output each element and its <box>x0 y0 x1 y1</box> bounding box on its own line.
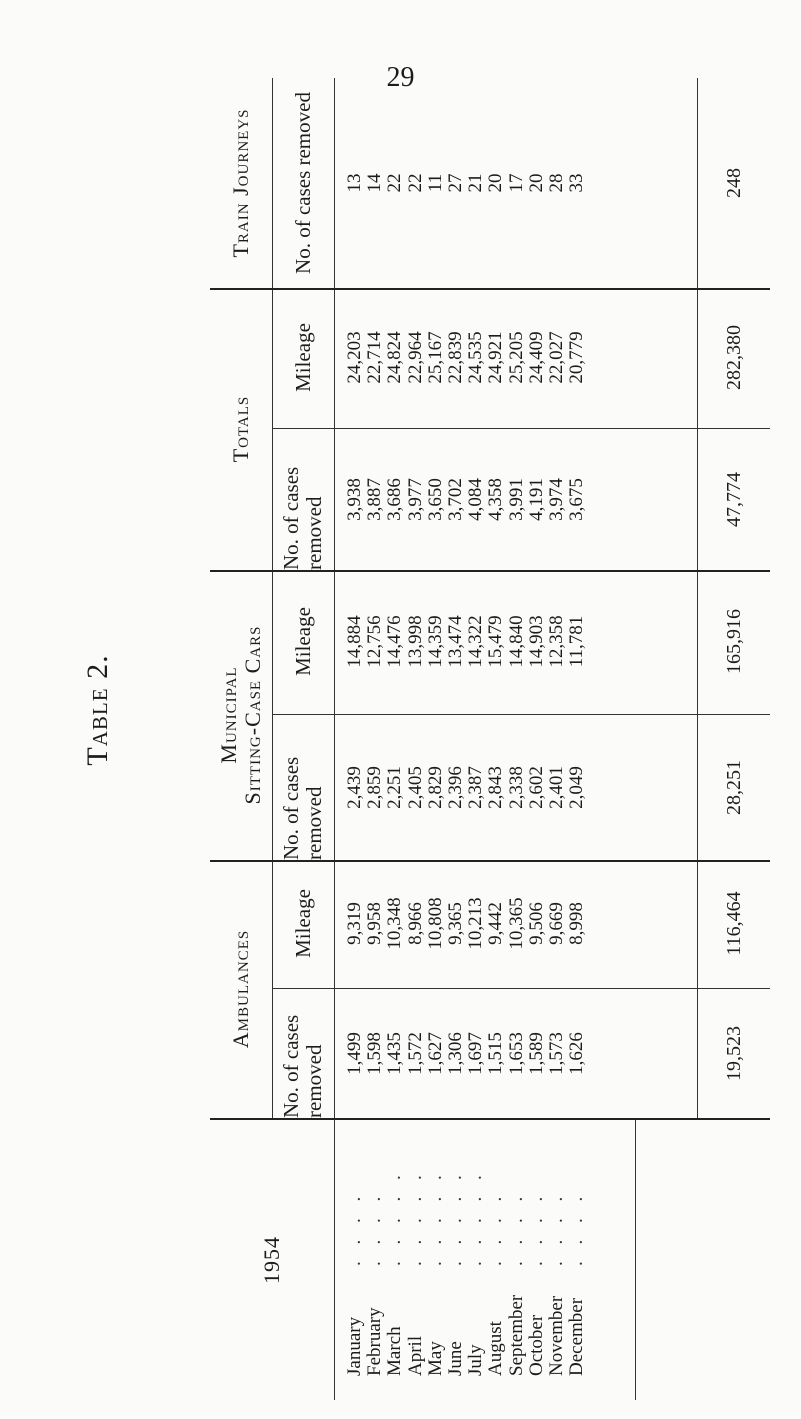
table-cell: 24,535 <box>465 331 487 384</box>
table-cell: 2,405 <box>404 766 426 809</box>
ambulances-cases-column <box>272 989 770 1118</box>
table-cell: 14,476 <box>384 615 406 668</box>
table-cell: 22 <box>404 173 426 193</box>
leader-dots: . . . . <box>344 1190 365 1266</box>
table-cell: 1,306 <box>444 1032 466 1075</box>
table-cell: 2,396 <box>444 766 466 809</box>
table-cell: 3,991 <box>505 478 527 521</box>
table-cell: 9,442 <box>485 902 507 945</box>
month-row <box>567 1120 587 1400</box>
table-cell: 2,602 <box>525 766 547 809</box>
table-cell: 4,084 <box>465 478 487 521</box>
page-number: 29 <box>386 62 415 93</box>
months-section <box>210 1120 770 1400</box>
month-label: January <box>344 1316 365 1376</box>
month-row <box>446 1120 466 1400</box>
ambulances-section <box>210 860 770 1120</box>
column-header: Mileage <box>272 569 335 714</box>
table-cell: 3,675 <box>566 478 588 521</box>
table-cell: 8,998 <box>566 902 588 945</box>
month-label: November <box>545 1295 567 1376</box>
leader-dots: . . . . <box>485 1190 507 1266</box>
table-cell: 24,203 <box>344 331 365 384</box>
table-cell: 2,049 <box>566 766 588 809</box>
table-cell: 1,626 <box>566 1032 588 1075</box>
leader-dots: . . . . . <box>404 1169 426 1266</box>
month-row <box>345 1120 365 1400</box>
table-cell: 9,319 <box>344 902 365 945</box>
column-total: 47,774 <box>697 429 771 570</box>
table-cell: 2,251 <box>384 766 406 809</box>
column-total: 116,464 <box>697 859 771 988</box>
table-cell: 22,027 <box>545 331 567 384</box>
table-cell: 8,966 <box>404 902 426 945</box>
month-row <box>426 1120 446 1400</box>
section-title <box>210 570 273 860</box>
value-list <box>345 569 587 714</box>
section-title <box>210 78 273 288</box>
section-title-line: Ambulances <box>228 929 253 1049</box>
table-cell: 11 <box>424 173 446 193</box>
month-label: May <box>424 1341 446 1376</box>
table-cell: 4,191 <box>525 478 547 521</box>
table-cell: 33 <box>566 173 588 193</box>
table-cell: 2,439 <box>344 766 365 809</box>
table-cell: 9,958 <box>364 902 386 945</box>
table-cell: 3,702 <box>444 478 466 521</box>
train-journeys-section <box>210 78 770 290</box>
table-cell: 1,653 <box>505 1032 527 1075</box>
table-cell: 1,435 <box>384 1032 406 1075</box>
leader-dots: . . . . . <box>444 1169 466 1266</box>
column-header: No. of cases removed <box>272 989 335 1118</box>
month-label: April <box>404 1335 426 1376</box>
table-cell: 24,921 <box>485 331 507 384</box>
table-cell: 1,499 <box>344 1032 365 1075</box>
column-header: No. of cases removed <box>272 429 335 570</box>
table-cell: 22,964 <box>404 331 426 384</box>
table-cell: 1,627 <box>424 1032 446 1075</box>
table-cell: 11,781 <box>566 615 588 668</box>
section-title-line: Sitting-Case Cars <box>240 625 265 805</box>
table-cell: 25,167 <box>424 331 446 384</box>
month-list <box>345 1120 587 1400</box>
leader-dots: . . . . <box>505 1190 527 1266</box>
totals-section <box>210 288 770 572</box>
table-cell: 14,322 <box>465 615 487 668</box>
leader-dots: . . . . . <box>384 1169 406 1266</box>
table-cell: 14,884 <box>344 615 365 668</box>
month-row <box>406 1120 426 1400</box>
month-row <box>385 1120 405 1400</box>
month-label: February <box>364 1307 386 1376</box>
table-cell: 24,409 <box>525 331 547 384</box>
table-cell: 9,669 <box>545 902 567 945</box>
table-cell: 3,650 <box>424 478 446 521</box>
leader-dots: . . . . <box>525 1190 547 1266</box>
month-row <box>466 1120 486 1400</box>
table-cell: 2,387 <box>465 766 487 809</box>
sitting-case-mileage-column <box>272 569 770 715</box>
month-total-spacer <box>635 1120 709 1400</box>
leader-dots: . . . . <box>566 1190 588 1266</box>
table-cell: 13,474 <box>444 615 466 668</box>
table-cell: 3,686 <box>384 478 406 521</box>
table-cell: 20 <box>485 173 507 193</box>
table-cell: 28 <box>545 173 567 193</box>
table-cell: 3,977 <box>404 478 426 521</box>
column-total: 28,251 <box>697 715 771 860</box>
table-cell: 10,348 <box>384 897 406 950</box>
column-total: 282,380 <box>697 287 771 428</box>
table-cell: 22,839 <box>444 331 466 384</box>
table-cell: 25,205 <box>505 331 527 384</box>
table-cell: 12,756 <box>364 615 386 668</box>
section-title <box>210 288 273 570</box>
month-row <box>507 1120 527 1400</box>
statistics-table <box>210 80 770 1400</box>
table-cell: 22 <box>384 173 406 193</box>
table-cell: 20,779 <box>566 331 588 384</box>
section-title <box>210 860 273 1118</box>
table-cell: 22,714 <box>364 331 386 384</box>
table-cell: 1,572 <box>404 1032 426 1075</box>
month-row <box>527 1120 547 1400</box>
table-cell: 14,840 <box>505 615 527 668</box>
ambulances-mileage-column <box>272 859 770 989</box>
sitting-case-cases-column <box>272 715 770 860</box>
table-cell: 1,598 <box>364 1032 386 1075</box>
month-row <box>486 1120 506 1400</box>
table-cell: 3,938 <box>344 478 365 521</box>
leader-dots: . . . . . <box>465 1169 487 1266</box>
year-label: 1954 <box>259 1236 284 1284</box>
table-cell: 9,365 <box>444 902 466 945</box>
table-cell: 9,506 <box>525 902 547 945</box>
leader-dots: . . . . . <box>424 1169 446 1266</box>
value-list <box>345 859 587 988</box>
column-header: Mileage <box>272 287 335 428</box>
table-cell: 1,515 <box>485 1032 507 1075</box>
month-label: July <box>465 1344 487 1376</box>
column-header: Mileage <box>272 859 335 988</box>
table-cell: 4,358 <box>485 478 507 521</box>
value-list <box>345 287 587 428</box>
section-title-line: Train Journeys <box>228 108 253 258</box>
column-total: 248 <box>697 78 771 288</box>
month-label: October <box>525 1314 547 1376</box>
table-cell: 1,573 <box>545 1032 567 1075</box>
table-cell: 15,479 <box>485 615 507 668</box>
table-cell: 13,998 <box>404 615 426 668</box>
table-cell: 1,697 <box>465 1032 487 1075</box>
table-cell: 2,843 <box>485 766 507 809</box>
table-cell: 14,359 <box>424 615 446 668</box>
table-cell: 20 <box>525 173 547 193</box>
table-cell: 2,338 <box>505 766 527 809</box>
table-cell: 2,829 <box>424 766 446 809</box>
table-cell: 10,213 <box>465 897 487 950</box>
column-total: 165,916 <box>697 569 771 714</box>
month-label: December <box>566 1297 588 1376</box>
table-cell: 10,365 <box>505 897 527 950</box>
section-title-line: Totals <box>228 395 253 463</box>
table-cell: 1,589 <box>525 1032 547 1075</box>
month-label: June <box>444 1341 466 1376</box>
leader-dots: . . . . <box>545 1190 567 1266</box>
table-cell: 24,824 <box>384 331 406 384</box>
train-cases-column <box>272 78 770 288</box>
table-cell: 27 <box>444 173 466 193</box>
table-caption: Table 2. <box>81 654 114 766</box>
totals-cases-column <box>272 429 770 570</box>
month-label: March <box>384 1326 406 1376</box>
table-cell: 14 <box>364 173 386 193</box>
value-list <box>345 715 587 860</box>
month-row <box>365 1120 385 1400</box>
column-header: No. of cases removed <box>272 715 335 860</box>
value-list <box>345 429 587 570</box>
table-cell: 2,401 <box>545 766 567 809</box>
table-cell: 3,974 <box>545 478 567 521</box>
column-header: No. of cases removed <box>272 78 335 288</box>
section-title-line: Municipal <box>216 666 241 764</box>
table-cell: 17 <box>505 173 527 193</box>
sitting-case-cars-section <box>210 570 770 862</box>
table-cell: 10,808 <box>424 897 446 950</box>
year-header <box>210 1120 335 1400</box>
month-row <box>547 1120 567 1400</box>
value-list <box>345 989 587 1118</box>
column-total: 19,523 <box>697 989 771 1118</box>
leader-dots: . . . . <box>364 1190 386 1266</box>
month-label: September <box>505 1294 527 1376</box>
table-cell: 14,903 <box>525 615 547 668</box>
table-cell: 13 <box>344 173 365 193</box>
month-label: August <box>485 1321 507 1376</box>
table-cell: 21 <box>465 173 487 193</box>
table-cell: 3,887 <box>364 478 386 521</box>
table-cell: 12,358 <box>545 615 567 668</box>
table-cell: 2,859 <box>364 766 386 809</box>
totals-mileage-column <box>272 287 770 429</box>
value-list <box>345 78 587 288</box>
